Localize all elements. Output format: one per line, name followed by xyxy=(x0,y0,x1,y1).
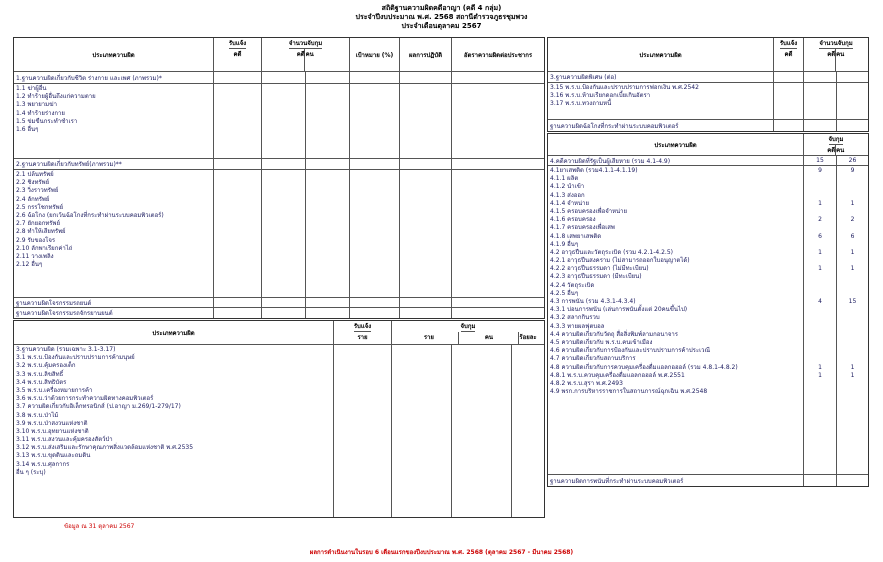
col-arrest-person: คน xyxy=(836,147,845,154)
col-arrested-case: คดี xyxy=(827,49,836,71)
left-bottom-table xyxy=(13,320,545,518)
cell xyxy=(214,159,262,169)
person-count: 2 xyxy=(850,216,855,224)
list-item: 4.1.5 ครอบครองเพื่อจำหน่าย xyxy=(550,207,628,215)
group4-header-person: 26 xyxy=(848,157,857,164)
left-bottom-header xyxy=(14,321,544,345)
col-arrested-group xyxy=(804,38,868,71)
col-rate: อัตราความผิดต่อประชากร xyxy=(463,51,533,59)
list-item: 4.6 ความผิดเกี่ยวกับการป้องกันและปราบปรามการค้าประเวณี xyxy=(550,347,711,355)
list-item: 4.3.3 ทายผลฟุตบอล xyxy=(550,322,605,330)
group3-cont-header: 3.ฐานความผิดพิเศษ (ต่อ) xyxy=(548,72,774,82)
group2-items xyxy=(14,170,214,297)
cell xyxy=(452,308,544,318)
list-item: 3.6 พ.ร.บ.ว่าด้วยการกระทำความผิดทางคอมพิวเตอร์ xyxy=(16,395,154,403)
cell xyxy=(306,72,350,83)
cell xyxy=(262,72,306,83)
list-item: 3.11 พ.ร.บ.สงวนและคุ้มครองสัตว์ป่า xyxy=(16,436,113,444)
col-arrest-group xyxy=(804,134,868,155)
left-table xyxy=(13,37,545,319)
col-arrest-case: คดี xyxy=(827,147,836,154)
list-item: 4.1.8 เสพยาเสพติด xyxy=(550,232,602,240)
person-count: 9 xyxy=(850,167,855,174)
cell xyxy=(452,298,544,307)
group3-cont-header-row xyxy=(548,72,868,83)
col-target: เป้าหมาย (%) xyxy=(350,38,400,71)
list-item: 3.12 พ.ร.บ.ส่งเสริมและรักษาคุณภาพสิ่งแวดล้อมแห่งชาติ พ.ศ.2535 xyxy=(16,444,194,452)
left-table-header xyxy=(14,38,544,72)
case-count: 6 xyxy=(818,232,822,240)
col-reported-group xyxy=(334,321,392,344)
list-item: 2.1 ปล้นทรัพย์ xyxy=(16,171,54,178)
group4-header: 4.คดีความผิดที่รัฐเป็นผู้เสียหาย (รวม 4.1-4.9) xyxy=(548,156,804,165)
person-count: 1 xyxy=(850,265,855,273)
cell xyxy=(214,298,262,307)
cell xyxy=(452,72,544,83)
group2-header-row xyxy=(14,159,544,170)
group4-items xyxy=(548,166,804,474)
group1-header-row xyxy=(14,72,544,84)
list-item: 4.2 อาวุธปืนและวัตถุระเบิด (รวม 4.2.1-4.2.5) xyxy=(550,248,673,256)
col-arrest: จับกุม xyxy=(828,136,844,143)
list-item: 4.2.2 อาวุธปืนธรรมดา (ไม่มีทะเบียน) xyxy=(550,265,649,273)
case-count: 2 xyxy=(818,216,822,224)
person-count: 1 xyxy=(850,363,855,371)
list-item: 1.2 ทำร้ายผู้อื่นถึงแก่ความตาย xyxy=(16,93,96,101)
list-item: 2.12 อื่นๆ xyxy=(16,261,43,269)
col-arrest-sub xyxy=(827,145,844,155)
list-item: 2.5 กรรโชกทรัพย์ xyxy=(16,203,64,211)
cell xyxy=(837,120,868,131)
cell xyxy=(400,170,452,297)
list-item: 2.4 ลักทรัพย์ xyxy=(16,195,50,203)
cell xyxy=(400,298,452,307)
list-item: ฐานความผิดการพนันที่กระทำผ่านระบบคอมพิวเตอร์ xyxy=(548,475,804,486)
col-arrest-person: คน xyxy=(459,332,519,344)
case-count: 9 xyxy=(818,167,822,174)
vehicle-car-row xyxy=(14,298,544,308)
col-reported-group xyxy=(214,38,262,71)
list-item: 4.8.1 พ.ร.บ.ควบคุมเครื่องดื่มแอลกอฮอล์ พ.ศ.2551 xyxy=(550,371,685,379)
col-offense: ประเภทความผิด xyxy=(548,38,774,71)
cell xyxy=(452,345,512,517)
group4-items-row xyxy=(548,166,868,475)
list-item: 2.10 ลักพาเรียกค่าไถ่ xyxy=(16,244,73,252)
cell xyxy=(804,83,837,119)
group4-header-case: 15 xyxy=(804,156,837,165)
list-item: 4.2.4 วัตถุระเบิด xyxy=(550,281,595,289)
cell xyxy=(804,475,837,486)
list-item: 4.1.2 นำเข้า xyxy=(550,183,585,191)
list-item: 4.1.9 อื่นๆ xyxy=(550,240,579,248)
col-arrested-sub xyxy=(827,49,844,71)
case-count: 1 xyxy=(818,371,822,379)
group1-items xyxy=(14,84,214,158)
page-title: สถิติฐานความผิดคดีอาญา (คดี 4 กลุ่ม) xyxy=(381,4,502,12)
col-offense: ประเภทความผิด xyxy=(548,134,804,155)
list-item: 1.6 อื่นๆ xyxy=(16,125,39,133)
list-item: 3.14 พ.ร.บ.ศุลกากร xyxy=(16,460,70,468)
cell xyxy=(400,159,452,169)
cell xyxy=(804,72,837,82)
person-count: 6 xyxy=(850,232,855,240)
list-item: 4.8 ความผิดเกี่ยวกับการควบคุมเครื่องดื่มแอลกอฮอล์ (รวม 4.8.1-4.8.2) xyxy=(550,363,738,371)
list-item: 3.5 พ.ร.บ.เครื่องหมายการค้า xyxy=(16,386,93,394)
cell xyxy=(400,84,452,158)
list-item: 3.17 พ.ร.บ.ทวงถามหนี้ xyxy=(550,100,612,108)
group2-header: 2.ฐานความผิดเกี่ยวกับทรัพย์(ภาพรวม)** xyxy=(14,159,214,169)
cell xyxy=(306,170,350,297)
col-arrested: จำนวนจับกุม xyxy=(288,40,323,47)
list-item: 3.15 พ.ร.บ.ป้องกันและปราบปรามการฟอกเงิน พ.ศ.2542 xyxy=(550,84,699,91)
list-item: 2.7 ยักยอกทรัพย์ xyxy=(16,220,60,228)
col-reported-list: ราย xyxy=(357,334,368,341)
group3-items xyxy=(14,345,334,517)
person-count: 1 xyxy=(850,248,855,256)
cell xyxy=(452,159,544,169)
cell xyxy=(837,72,868,82)
list-item: 4.9 พรก.การบริหารราชการในสถานการณ์ฉุกเฉิน พ.ศ.2548 xyxy=(550,388,708,396)
list-item: 4.1.3 ส่งออก xyxy=(550,191,585,199)
list-item: 4.3 การพนัน (รวม 4.3.1-4.3.4) xyxy=(550,298,636,305)
cell xyxy=(804,120,837,131)
cell xyxy=(837,83,868,119)
group1-header: 1.ฐานความผิดเกี่ยวกับชีวิต ร่างกาย และเพศ (ภาพรวม)* xyxy=(14,72,214,83)
list-item: อื่น ๆ (ระบุ) xyxy=(16,468,46,476)
cell xyxy=(350,159,400,169)
list-item: 4.1ยาเสพติด (รวม4.1.1-4.1.19) xyxy=(550,167,638,174)
cell xyxy=(262,159,306,169)
group1-items-row xyxy=(14,84,544,159)
case-count: 1 xyxy=(818,248,822,256)
col-arrested-case: คดี xyxy=(297,49,306,71)
col-offense: ประเภทความผิด xyxy=(14,321,334,344)
right-top-table xyxy=(547,37,869,132)
summary-note: ผลการดำเนินงานในรอบ 6 เดือนแรกของปีงบประมาณ พ.ศ. 2568 (ตุลาคม 2567 - มีนาคม 2568) xyxy=(309,549,574,556)
cell xyxy=(837,475,868,486)
list-item: 4.1.4 จำหน่าย xyxy=(550,199,589,207)
cell xyxy=(306,298,350,307)
list-item: 3.2 พ.ร.บ.คุ้มครองเด็ก xyxy=(16,362,76,370)
list-item: 2.8 ทำให้เสียทรัพย์ xyxy=(16,228,66,236)
case-count: 4 xyxy=(818,298,822,305)
col-reported-case: คดี xyxy=(784,51,793,58)
group3-cont-items-row xyxy=(548,83,868,120)
col-arrested: จำนวนจับกุม xyxy=(819,40,853,47)
person-count: 1 xyxy=(850,199,855,207)
list-item: ฐานความผิดโจรกรรมรถยนต์ xyxy=(14,298,214,307)
list-item: 4.1.6 ครอบครอง xyxy=(550,216,596,224)
cell xyxy=(306,159,350,169)
person-count: 15 xyxy=(848,298,857,305)
case-count: 1 xyxy=(818,199,822,207)
col-arrest-sub xyxy=(399,332,536,344)
list-item: 1.4 ทำร้ายร่างกาย xyxy=(16,109,65,117)
cell xyxy=(262,170,306,297)
list-item: 2.2 ชิงทรัพย์ xyxy=(16,179,50,187)
cell xyxy=(774,83,804,119)
cell xyxy=(306,308,350,318)
list-item: 4.1.7 ครอบครองเพื่อเสพ xyxy=(550,224,615,232)
col-reported: รับแจ้ง xyxy=(353,323,372,330)
list-item: 4.7 ความผิดเกี่ยวกับสถานบริการ xyxy=(550,355,636,363)
col-arrest-group xyxy=(392,321,544,344)
page-month: ประจำเดือนตุลาคม 2567 xyxy=(401,22,482,30)
list-item: 3.10 พ.ร.บ.อุทยานแห่งชาติ xyxy=(16,427,89,435)
list-item: 4.3.1 บ่อนการพนัน (เล่นการพนันตั้งแต่ 20คนขึ้นไป) xyxy=(550,306,688,314)
col-reported: รับแจ้ง xyxy=(228,40,247,47)
col-result: ผลการปฏิบัติ xyxy=(400,38,452,71)
cell xyxy=(334,345,392,517)
list-item: 3.4 พ.ร.บ.สิทธิบัตร xyxy=(16,378,67,386)
list-item: 3.16 พ.ร.บ.ห้ามเรียกดอกเบี้ยเกินอัตรา xyxy=(550,92,651,100)
list-item: 1.5 ข่มขืนกระทำชำเรา xyxy=(16,117,78,125)
data-date: ข้อมูล ณ 31 ตุลาคม 2567 xyxy=(64,523,135,530)
list-item: 3.8 พ.ร.บ.ป่าไม้ xyxy=(16,411,59,419)
group4-case-col xyxy=(804,166,837,474)
list-item: 2.3 วิ่งราวทรัพย์ xyxy=(16,187,59,195)
col-arrested-sub xyxy=(297,49,314,71)
cell xyxy=(774,120,804,131)
cell xyxy=(306,84,350,158)
page-subtitle: ประจำปีงบประมาณ พ.ศ. 2568 สถานีตำรวจภูธรชุมพวง xyxy=(355,13,528,21)
col-arrested-person: คน xyxy=(836,51,845,58)
case-count: 1 xyxy=(818,363,822,371)
list-item: 4.2.1 อาวุธปืนสงคราม (ไม่สามารถออกใบอนุญาตได้) xyxy=(550,257,690,265)
list-item: 4.1.1 ผลิต xyxy=(550,175,579,183)
cell xyxy=(452,84,544,158)
col-reported: รับแจ้ง xyxy=(779,40,798,47)
list-item: 4.5 ความผิดเกี่ยวกับ พ.ร.บ.คนเข้าเมือง xyxy=(550,338,653,346)
col-offense: ประเภทความผิด xyxy=(14,38,214,71)
list-item: ฐานความผิดฉ้อโกงที่กระทำผ่านระบบคอมพิวเตอร์ xyxy=(548,120,774,131)
list-item: 4.3.2 สลากกินรวบ xyxy=(550,314,600,322)
list-item: 2.9 รับของโจร xyxy=(16,236,56,244)
col-arrest-list: ราย xyxy=(399,332,459,344)
computer-fraud-row xyxy=(548,120,868,131)
list-item: 3.1 พ.ร.บ.ป้องกันและปราบปรามการค้ามนุษย์ xyxy=(16,354,135,362)
gambling-computer-row xyxy=(548,475,868,486)
list-item: 4.2.5 อื่นๆ xyxy=(550,289,579,297)
cell xyxy=(262,84,306,158)
col-percent: ร้อยละ xyxy=(519,334,537,341)
col-arrested-person: คน xyxy=(305,51,314,58)
list-item: 3.3 พ.ร.บ.ลิขสิทธิ์ xyxy=(16,370,64,378)
col-reported-group xyxy=(774,38,804,71)
list-item: ฐานความผิดโจรกรรมรถจักรยานยนต์ xyxy=(14,308,214,318)
right-top-header xyxy=(548,38,868,72)
list-item: 1.1 ฆ่าผู้อื่น xyxy=(16,85,47,92)
cell xyxy=(214,308,262,318)
cell xyxy=(350,84,400,158)
list-item: 4.8.2 พ.ร.บ.สุรา พ.ศ.2493 xyxy=(550,379,623,387)
cell xyxy=(350,298,400,307)
case-count: 1 xyxy=(818,265,822,273)
list-item: 4.4 ความผิดเกี่ยวกับวัตถุ สื่อสิ่งพิมพ์ลามกอนาจาร xyxy=(550,330,678,338)
list-item: 4.2.3 อาวุธปืนธรรมดา (มีทะเบียน) xyxy=(550,273,642,281)
list-item: 2.11 วางเพลิง xyxy=(16,252,54,260)
group4-person-col xyxy=(837,166,868,474)
right-bottom-table xyxy=(547,133,869,487)
group3-header: 3.ฐานความผิด (รวมเฉพาะ 3.1-3.17) xyxy=(16,346,116,353)
group3-cont-items xyxy=(548,83,774,119)
cell xyxy=(392,345,452,517)
list-item: 3.13 พ.ร.บ.ขุดดินและถมดิน xyxy=(16,452,91,460)
cell xyxy=(350,308,400,318)
person-count: 1 xyxy=(850,371,855,379)
group4-header-row xyxy=(548,156,868,166)
col-arrest: จับกุม xyxy=(460,323,476,330)
cell xyxy=(400,72,452,83)
list-item: 3.9 พ.ร.บ.ป่าสงวนแห่งชาติ xyxy=(16,419,88,427)
cell xyxy=(214,84,262,158)
group2-items-row xyxy=(14,170,544,298)
list-item: 3.7 ความผิดเกี่ยวกับอิเล็กทรอนิกส์ (ป.อาญา ม.269/1-279/17) xyxy=(16,403,181,411)
group4-table-header xyxy=(548,134,868,156)
cell xyxy=(262,298,306,307)
list-item: 2.6 ฉ้อโกง (ยกเว้นฉ้อโกงที่กระทำผ่านระบบคอมพิวเตอร์) xyxy=(16,211,164,219)
col-reported-case: คดี xyxy=(233,51,242,58)
col-arrested-group xyxy=(262,38,350,71)
cell xyxy=(400,308,452,318)
list-item: 1.3 พยายามฆ่า xyxy=(16,101,57,109)
cell xyxy=(452,170,544,297)
cell xyxy=(512,345,544,517)
group3-items-row xyxy=(14,345,544,517)
cell xyxy=(350,170,400,297)
cell xyxy=(774,72,804,82)
vehicle-moto-row xyxy=(14,308,544,318)
cell xyxy=(214,170,262,297)
cell xyxy=(262,308,306,318)
cell xyxy=(350,72,400,83)
cell xyxy=(214,72,262,83)
